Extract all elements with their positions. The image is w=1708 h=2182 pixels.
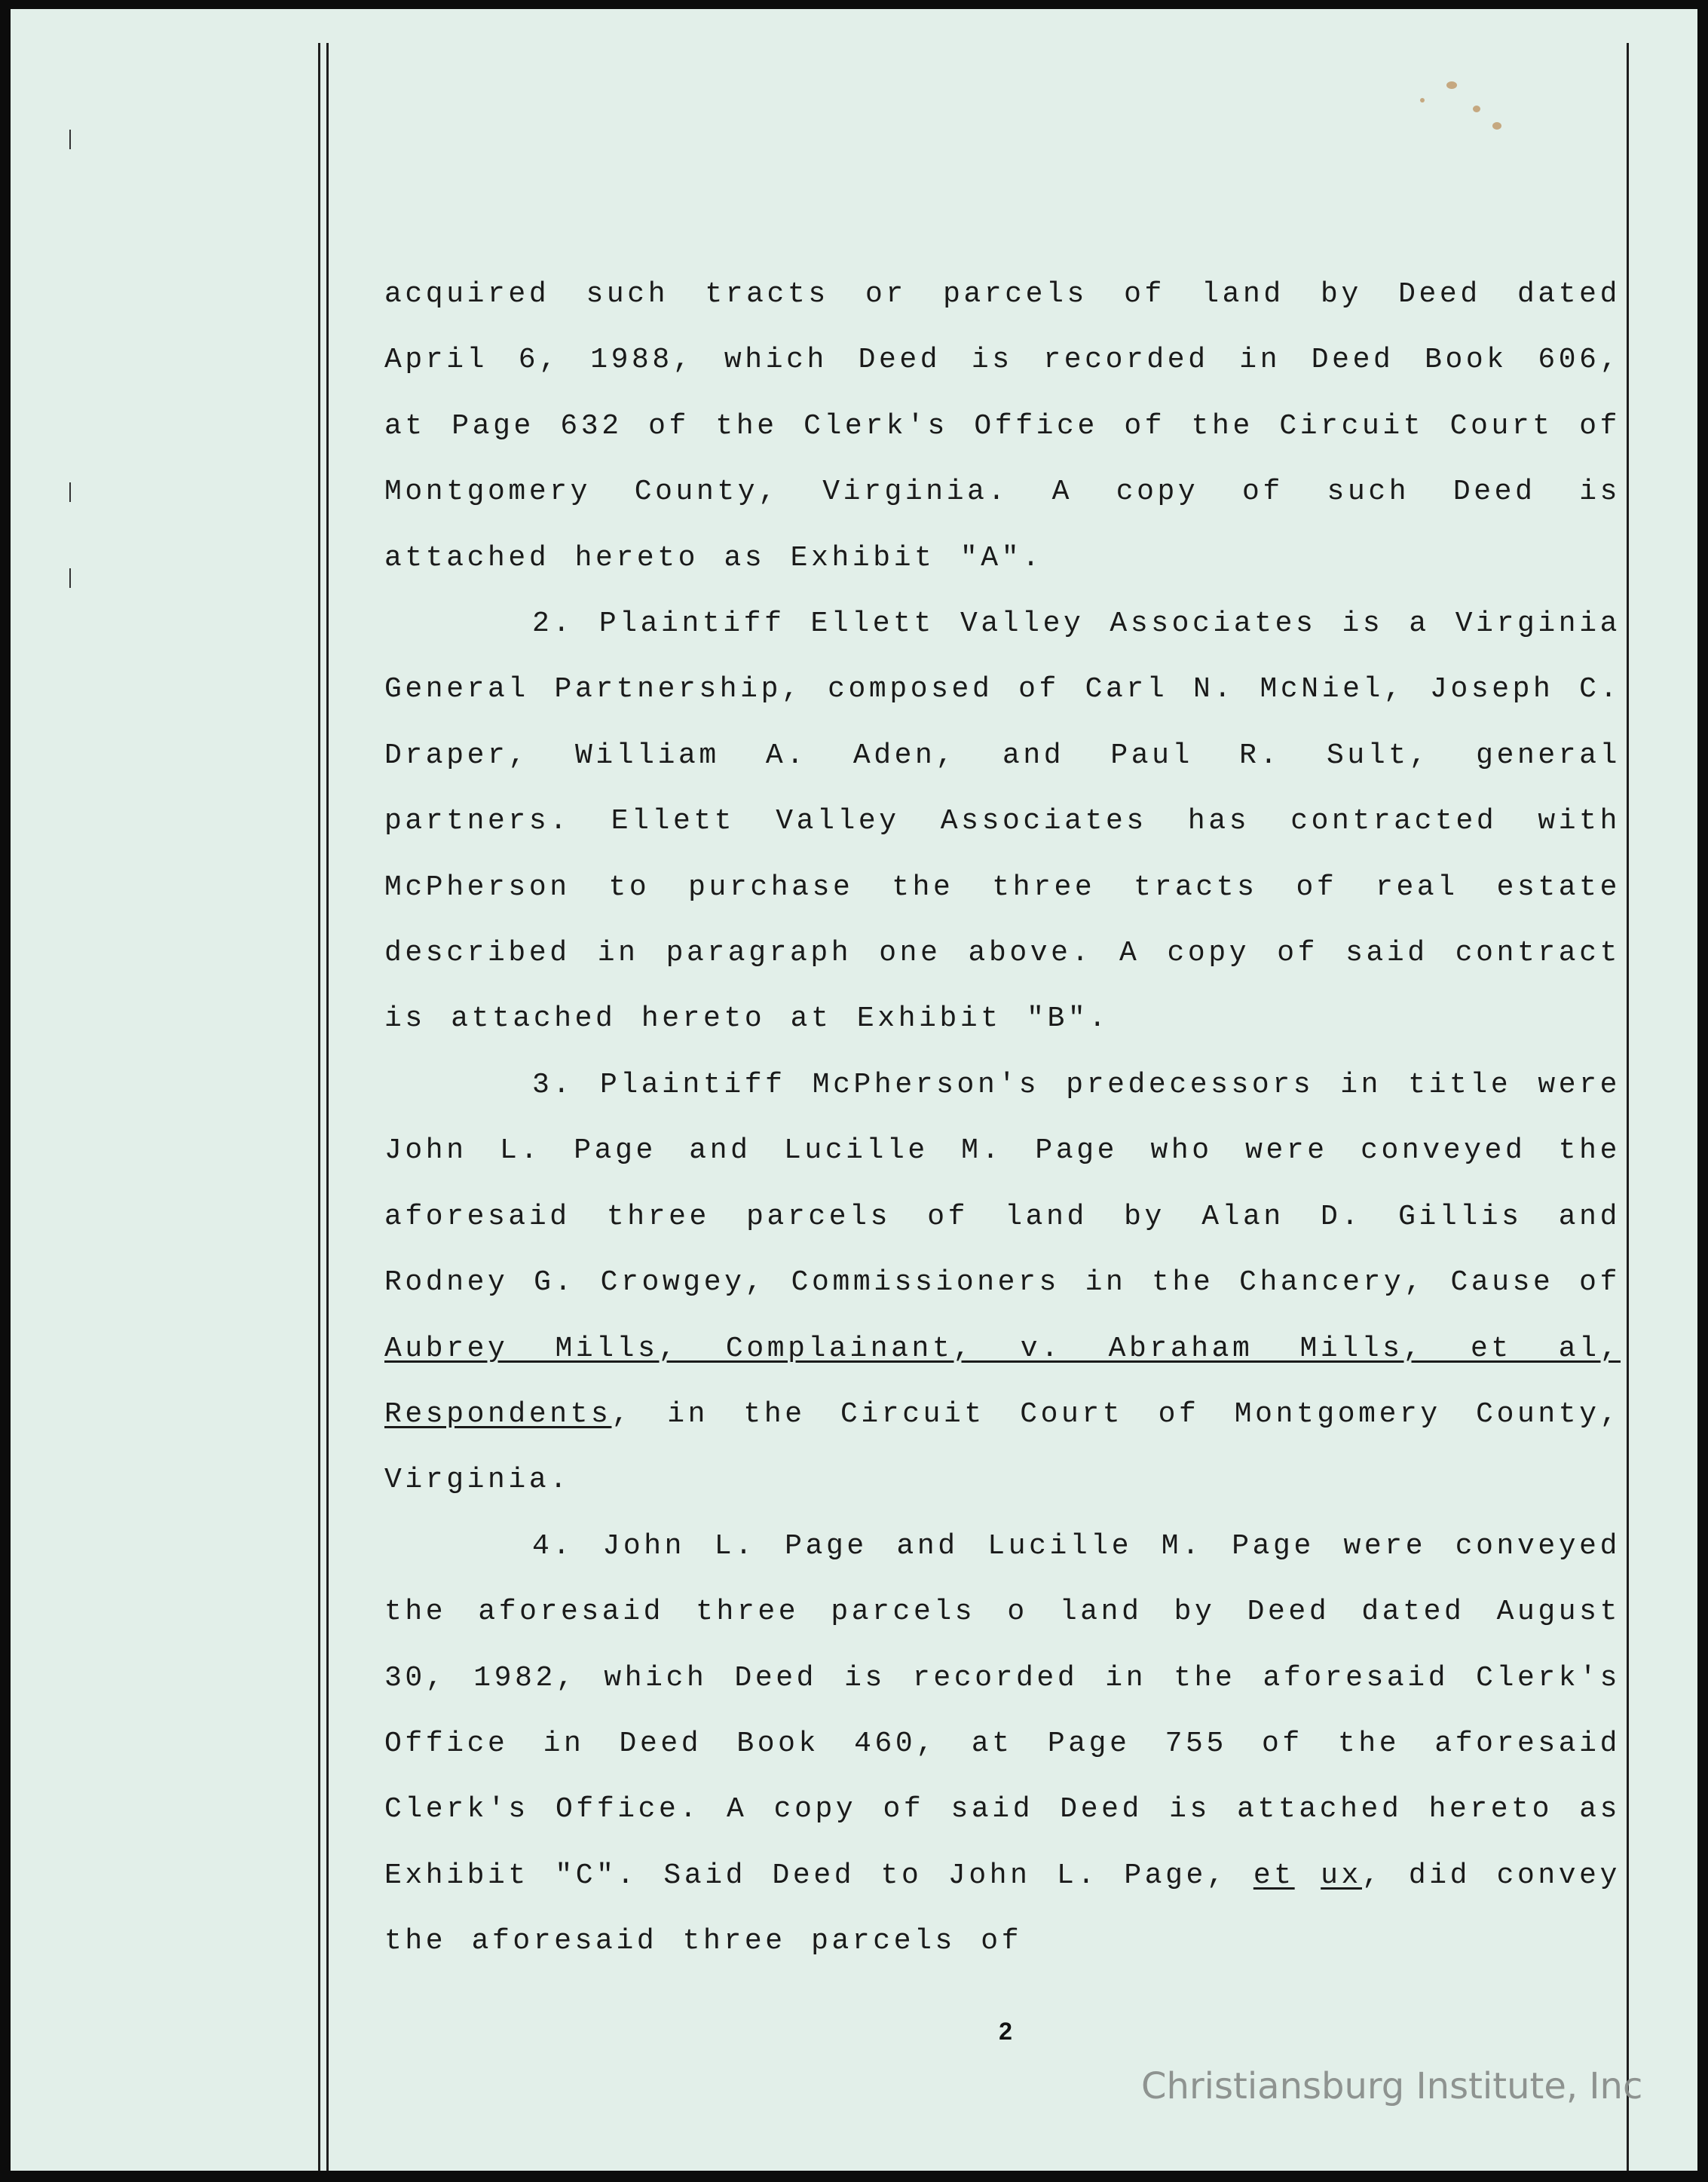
case-caption: Aubrey Mills, Complainant, v. Abraham Mills, et al, Respondents — [384, 1332, 1621, 1431]
document-body — [384, 262, 1621, 1975]
margin-rule-left-inner — [326, 43, 329, 2171]
paper-stain — [1492, 122, 1501, 130]
paragraph-3-text: 3. Plaintiff McPherson's predecessors in title were John L. Page and Lucille M. Page who were conveyed the aforesaid three parcels of land by Alan D. Gillis and Rodney G. Crowgey, Commissioners in the Chancery, Cause of — [384, 1068, 1621, 1299]
scan-mark — [69, 130, 71, 149]
latin-et: et — [1253, 1859, 1295, 1892]
paragraph-1-continued: acquired such tracts or parcels of land by Deed dated April 6, 1988, which Deed is recorded in Deed Book 606, at Page 632 of the Clerk's Office of the Circuit Court of Montgomery County, Virginia. A copy of such Deed is attached hereto as Exhibit "A". — [384, 278, 1621, 574]
margin-rule-right — [1627, 43, 1629, 2171]
paragraph-4-text-end: , did convey the aforesaid three parcels of — [384, 1859, 1621, 1958]
latin-ux: ux — [1321, 1859, 1362, 1892]
document-page — [11, 9, 1697, 2171]
scan-mark — [69, 568, 71, 588]
paragraph-4-text: 4. John L. Page and Lucille M. Page were conveyed the aforesaid three parcels o land by Deed dated August 30, 1982, which Deed is recorded in the aforesaid Clerk's Office in Deed Book 460, at Page 755 of the aforesaid Clerk's Office. A copy of said Deed is attached hereto as Exhibit "C". Said Deed to John L. Page, — [384, 1529, 1621, 1892]
archive-watermark: Christiansburg Institute, Inc — [1141, 2065, 1643, 2107]
paragraph-3 — [384, 1052, 1621, 1513]
scan-mark — [69, 482, 71, 502]
paragraph-3-text-end: , in the Circuit Court of Montgomery County, Virginia. — [384, 1397, 1621, 1497]
paper-stain — [1473, 106, 1480, 112]
margin-rule-left-outer — [318, 43, 320, 2171]
paragraph-2: 2. Plaintiff Ellett Valley Associates is a Virginia General Partnership, composed of Carl N. McNiel, Joseph C. Draper, William A. Aden, and Paul R. Sult, general partners. Ellett Valley Associates has contracted with McPherson to purchase the three tracts of real estate described in paragraph one above. A copy of said contract is attached hereto at Exhibit "B". — [384, 607, 1621, 1036]
paper-stain — [1420, 98, 1425, 103]
paragraph-4 — [384, 1513, 1621, 1975]
paper-stain — [1446, 81, 1457, 89]
page-number: 2 — [999, 2018, 1012, 2045]
